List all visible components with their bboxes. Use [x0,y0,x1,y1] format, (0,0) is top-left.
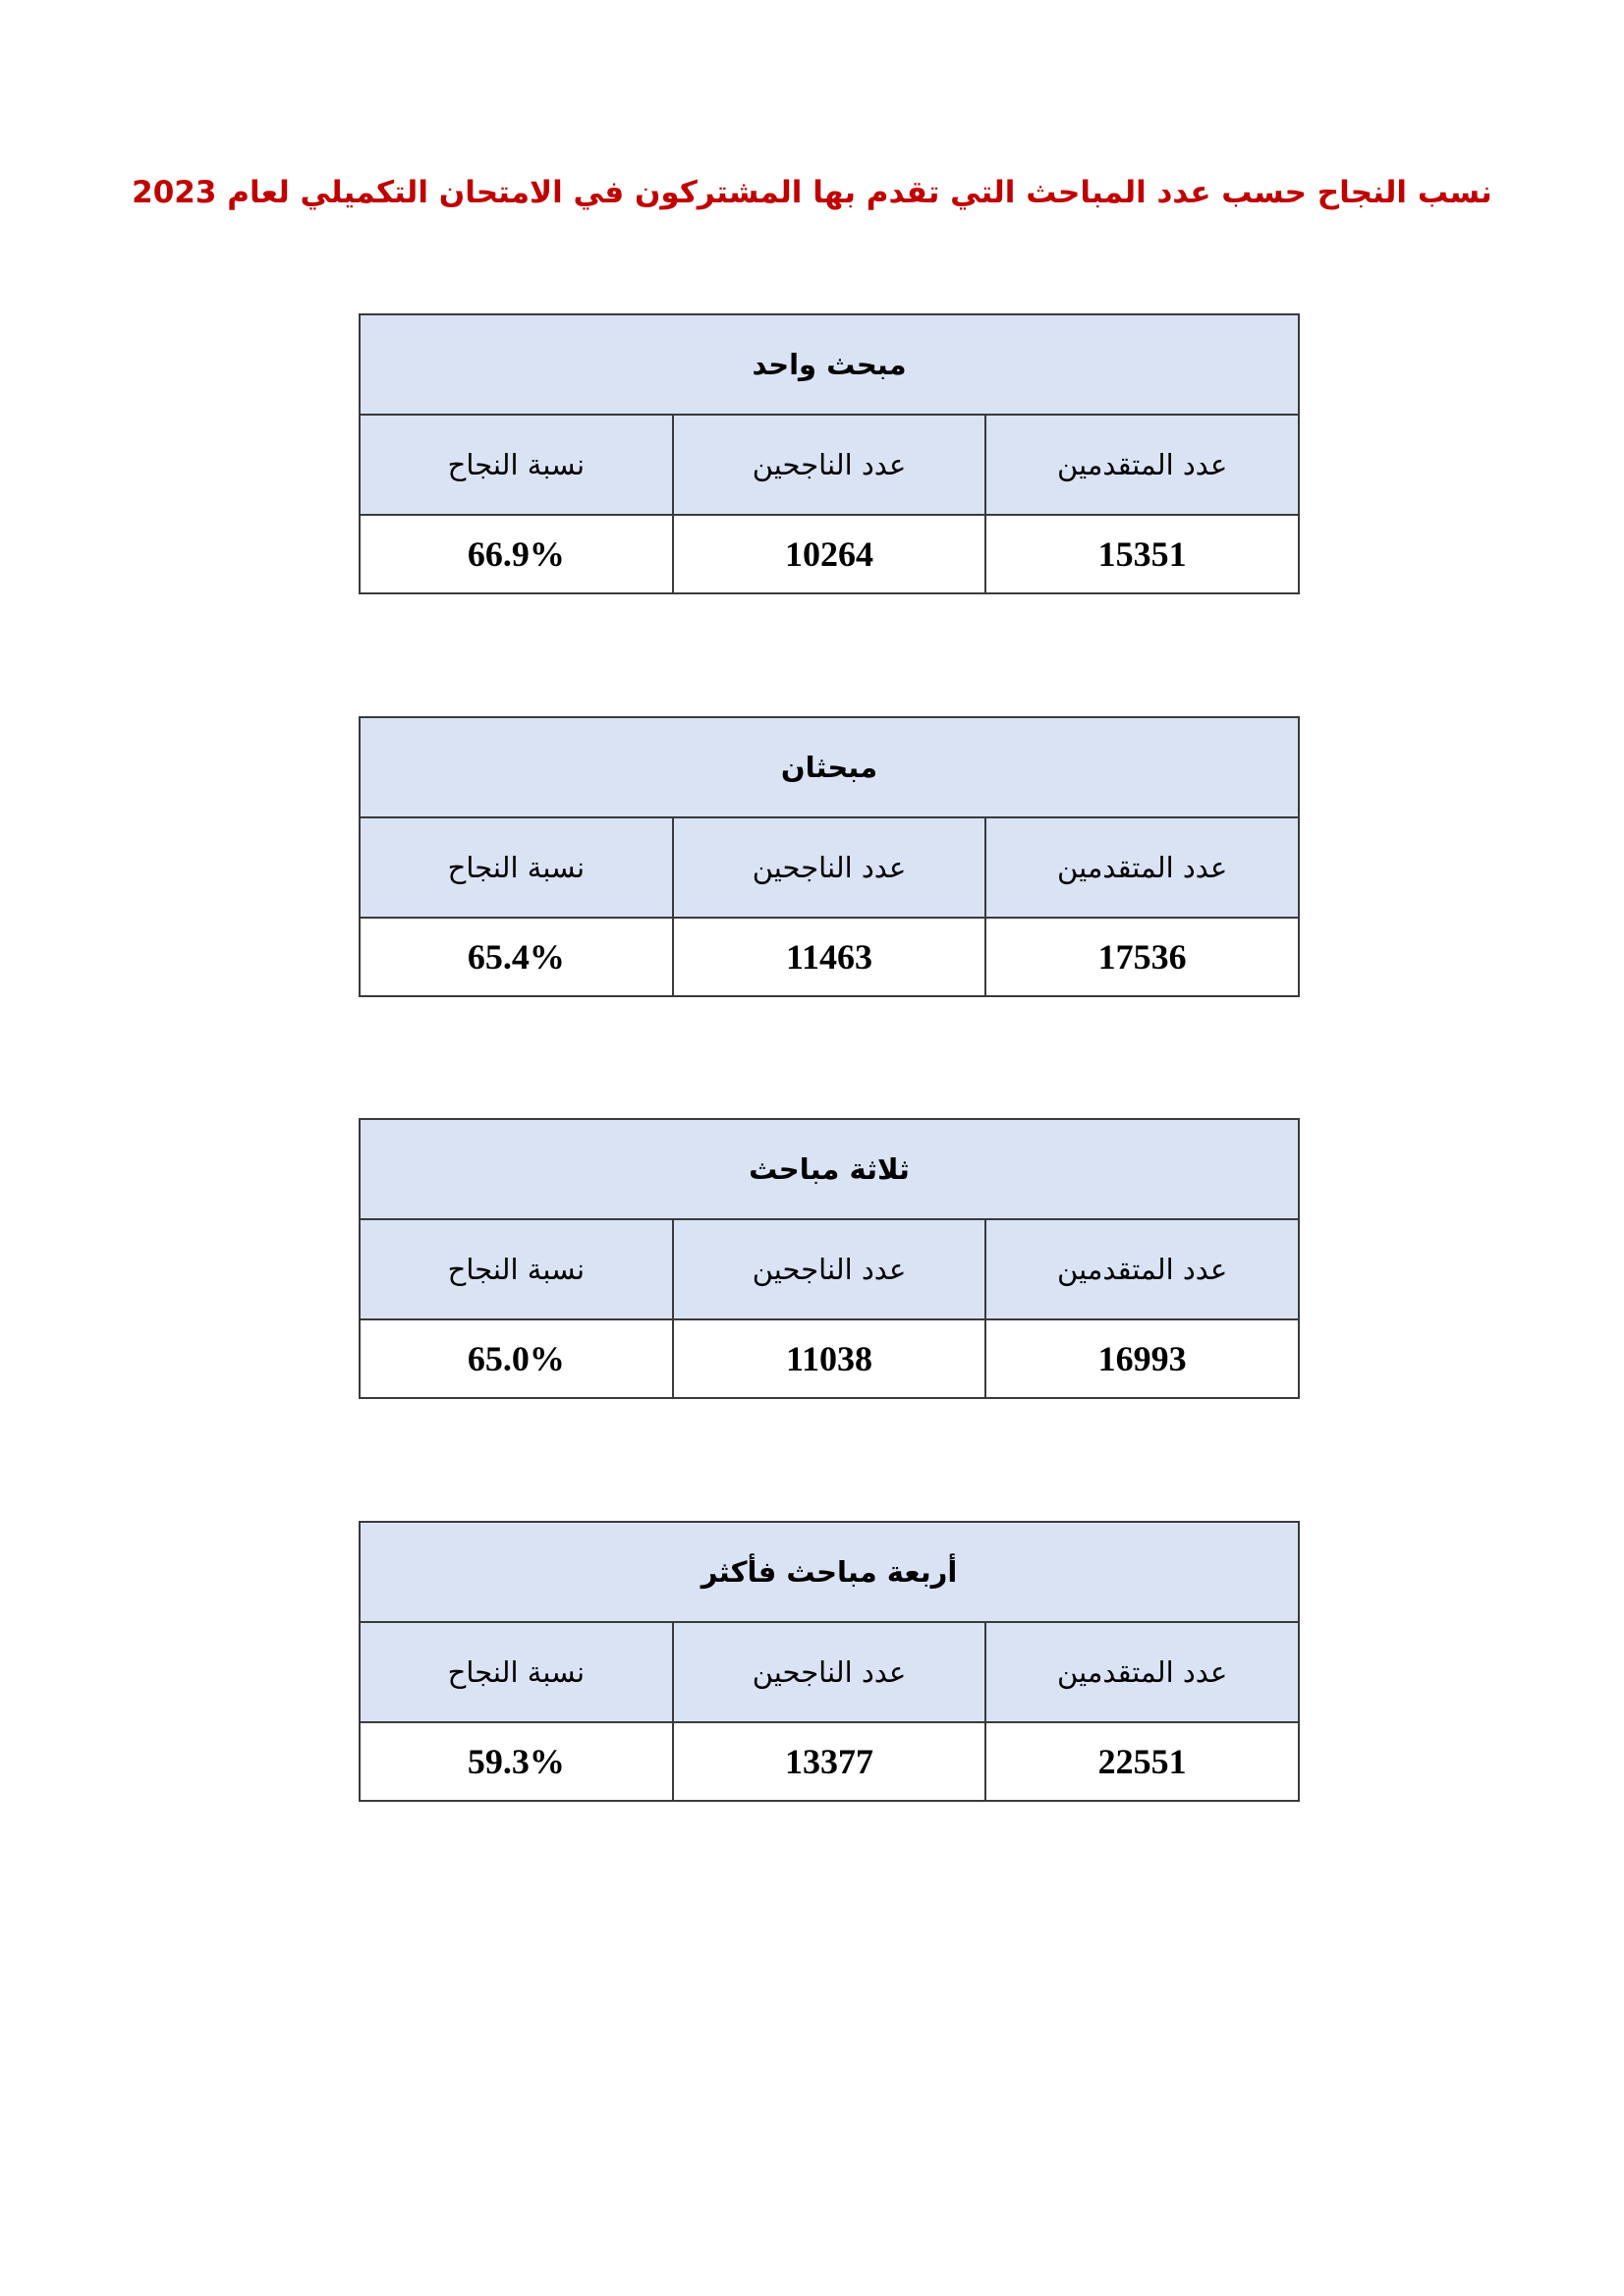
passed-value: 11463 [673,918,986,996]
passed-value: 13377 [673,1722,986,1801]
results-table-one-subject [359,313,1300,594]
column-header-passed: عدد الناجحين [673,1219,986,1319]
results-table-four-plus-subjects [359,1521,1300,1802]
column-header-rate: نسبة النجاح [360,1219,673,1319]
rate-value: 66.9% [360,515,673,593]
group-header: مبحث واحد [360,314,1299,415]
column-header-applicants: عدد المتقدمين [985,415,1299,515]
column-header-rate: نسبة النجاح [360,817,673,918]
applicants-value: 16993 [985,1319,1299,1398]
column-header-applicants: عدد المتقدمين [985,817,1299,918]
passed-value: 11038 [673,1319,986,1398]
column-header-rate: نسبة النجاح [360,415,673,515]
rate-value: 65.4% [360,918,673,996]
applicants-value: 15351 [985,515,1299,593]
results-table-two-subjects [359,716,1300,997]
page-title: نسب النجاح حسب عدد المباحث التي تقدم بها المشتركون في الامتحان التكميلي لعام 2023 [132,175,1492,210]
results-table-three-subjects [359,1118,1300,1399]
column-header-rate: نسبة النجاح [360,1622,673,1722]
rate-value: 59.3% [360,1722,673,1801]
group-header: مبحثان [360,717,1299,817]
rate-value: 65.0% [360,1319,673,1398]
column-header-passed: عدد الناجحين [673,1622,986,1722]
column-header-applicants: عدد المتقدمين [985,1219,1299,1319]
applicants-value: 17536 [985,918,1299,996]
column-header-passed: عدد الناجحين [673,817,986,918]
column-header-applicants: عدد المتقدمين [985,1622,1299,1722]
group-header: أربعة مباحث فأكثر [360,1522,1299,1622]
passed-value: 10264 [673,515,986,593]
group-header: ثلاثة مباحث [360,1119,1299,1219]
applicants-value: 22551 [985,1722,1299,1801]
column-header-passed: عدد الناجحين [673,415,986,515]
